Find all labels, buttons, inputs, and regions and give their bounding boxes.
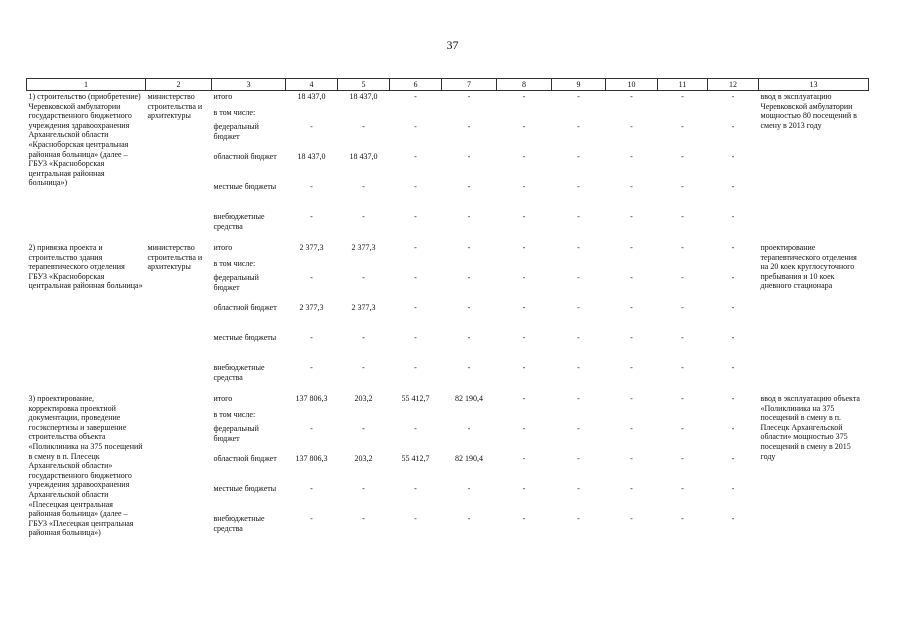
value-empty-8: - [522,122,526,131]
value-total: - [310,273,313,282]
value-empty-12: - [731,273,735,282]
value-empty-8: - [522,303,526,312]
value-empty-9: - [577,122,580,131]
value-total: - [310,122,313,131]
value-year-3: - [467,514,471,523]
header-cell-12: 12 [708,79,759,91]
header-cell-8: 8 [497,79,552,91]
value-empty-11: - [681,484,684,493]
value-empty-10: - [630,243,633,252]
funding-source [212,303,286,333]
value-year-1: - [362,122,365,131]
value-empty-10: - [630,273,633,282]
value-empty-9: - [577,454,580,463]
funding-source [212,212,286,242]
value-year-2: - [414,484,417,493]
funding-source-label: местные бюджеты [213,484,277,493]
value-year-3: - [467,92,471,101]
value-year-1: 2 377,3 [351,243,376,252]
funding-source [212,393,286,424]
value-year-1: - [362,424,365,433]
funding-source-label: внебюджетные средства [213,363,265,382]
page-number: 37 [446,38,459,52]
value-empty-12: - [731,484,735,493]
value-empty-8: - [522,273,526,282]
value-empty-10: - [630,363,633,372]
funding-source-label: федеральный бюджет [213,122,259,141]
funding-source-label: местные бюджеты [213,182,277,191]
value-empty-12: - [731,182,735,191]
funding-source [212,152,286,182]
funding-source [212,122,286,152]
executor: министерство строительства и архитектуры [147,92,203,121]
executor: министерство строительства и архитектуры [147,243,203,272]
value-empty-12: - [731,363,735,372]
value-year-1: - [362,182,365,191]
funding-source-label: внебюджетные средства [213,212,265,231]
header-cell-7: 7 [442,79,497,91]
value-empty-11: - [681,394,684,403]
value-total: 137 806,3 [295,454,328,463]
value-empty-11: - [681,152,684,161]
value-empty-12: - [731,333,735,342]
funding-source-label: внебюджетные средства [213,514,265,533]
value-year-2: - [414,182,417,191]
value-total: - [310,514,313,523]
table-row [27,393,869,424]
value-empty-11: - [681,303,684,312]
funding-source-label: местные бюджеты [213,333,277,342]
value-empty-9: - [577,394,580,403]
funding-source-label: федеральный бюджет [213,424,259,443]
value-empty-8: - [522,394,526,403]
value-year-2: - [414,514,417,523]
value-empty-9: - [577,273,580,282]
value-empty-8: - [522,424,526,433]
value-empty-11: - [681,454,684,463]
value-empty-9: - [577,484,580,493]
table-row [27,242,869,273]
funding-source-label: федеральный бюджет [213,273,259,292]
value-empty-12: - [731,394,735,403]
value-empty-8: - [522,152,526,161]
value-empty-9: - [577,363,580,372]
header-cell-5: 5 [338,79,390,91]
value-year-3: - [467,333,471,342]
value-year-1: 18 437,0 [349,92,378,101]
project-description: 3) проектирование, корректировка проектной документации, проведение госэкспертизы и завершение строительства объекта «Поликлиника на 375 посещений в смену в п. Плесецк Архангельской области» государственного бюджетного учреждения здравоохранения Архангельской области «Плесецкая центральная районная больница» (далее – ГБУЗ «Плесецкая центральная районная больница») [28,394,143,538]
value-empty-9: - [577,243,580,252]
value-empty-9: - [577,303,580,312]
value-empty-12: - [731,424,735,433]
value-empty-11: - [681,424,684,433]
value-year-3: 82 190,4 [455,454,483,463]
value-empty-12: - [731,212,735,221]
value-empty-11: - [681,273,684,282]
value-year-2: 55 412,7 [401,454,430,463]
value-empty-8: - [522,212,526,221]
value-year-1: - [362,212,365,221]
value-empty-10: - [630,152,633,161]
value-year-2: - [414,122,417,131]
value-empty-9: - [577,514,580,523]
value-empty-10: - [630,484,633,493]
funding-source [212,363,286,393]
funding-source-label: итого [213,92,233,101]
value-empty-11: - [681,92,684,101]
value-total: 18 437,0 [297,92,326,101]
value-total: - [310,333,313,342]
funding-source [212,454,286,484]
funding-source [212,182,286,212]
value-year-1: - [362,484,365,493]
funding-source-note: в том числе: [213,409,256,419]
value-year-3: - [467,363,471,372]
value-year-3: - [467,122,471,131]
value-empty-8: - [522,243,526,252]
value-year-1: - [362,273,365,282]
value-total: - [310,212,313,221]
header-cell-2: 2 [146,79,212,91]
funding-source [212,333,286,363]
header-cell-9: 9 [552,79,606,91]
value-empty-9: - [577,333,580,342]
funding-source [212,424,286,454]
value-empty-10: - [630,92,633,101]
value-empty-9: - [577,212,580,221]
value-empty-12: - [731,122,735,131]
value-empty-8: - [522,484,526,493]
value-empty-11: - [681,212,684,221]
value-year-2: - [414,243,417,252]
value-empty-10: - [630,212,633,221]
project-description: 1) строительство (приобретение) Черевковской амбулатории государственного бюджетного учреждения здравоохранения Архангельской области «Красноборская центральная районная больница» (далее – ГБУЗ «Красноборская центральная районная больница») [28,92,141,188]
value-year-1: - [362,363,365,372]
header-row [27,79,869,91]
value-empty-11: - [681,363,684,372]
value-year-3: - [467,303,471,312]
value-empty-12: - [731,454,735,463]
table-row [27,91,869,123]
value-total: - [310,363,313,372]
value-empty-8: - [522,454,526,463]
value-total: 137 806,3 [295,394,328,403]
funding-source-note: в том числе: [213,258,256,268]
value-empty-12: - [731,92,735,101]
header-cell-6: 6 [390,79,442,91]
value-year-2: 55 412,7 [401,394,430,403]
funding-source-label: итого [213,394,233,403]
header-cell-11: 11 [658,79,708,91]
funding-source [212,514,286,544]
value-empty-11: - [681,122,684,131]
value-empty-10: - [630,122,633,131]
funding-source [212,484,286,514]
value-year-2: - [414,303,417,312]
value-total: 2 377,3 [299,303,324,312]
value-empty-9: - [577,92,580,101]
value-empty-10: - [630,182,633,191]
value-total: 18 437,0 [297,152,326,161]
funding-source-label: итого [213,243,233,252]
value-year-1: - [362,333,365,342]
value-total: - [310,182,313,191]
value-year-3: - [467,273,471,282]
value-empty-8: - [522,514,526,523]
funding-source [212,273,286,303]
value-empty-12: - [731,514,735,523]
value-year-1: 203,2 [354,454,373,463]
expected-result: ввод в эксплуатацию объекта «Поликлиника на 375 посещений в смену в п. Плесецк Архангельской области» мощностью 375 посещений в смену в 2015 году [760,394,860,461]
value-year-2: - [414,424,417,433]
value-empty-10: - [630,424,633,433]
value-year-1: 2 377,3 [351,303,376,312]
value-empty-11: - [681,182,684,191]
header-cell-13: 13 [759,79,869,91]
value-total: - [310,424,313,433]
value-empty-12: - [731,243,735,252]
funding-source-note: в том числе: [213,107,256,117]
table-body [27,91,869,545]
header-cell-4: 4 [286,79,338,91]
value-empty-8: - [522,333,526,342]
value-empty-10: - [630,303,633,312]
value-empty-12: - [731,152,735,161]
funding-source-label: областной бюджет [213,303,277,312]
value-year-2: - [414,333,417,342]
value-year-1: - [362,514,365,523]
executor [146,393,212,544]
value-year-3: - [467,424,471,433]
value-year-1: 18 437,0 [349,152,378,161]
value-empty-10: - [630,454,633,463]
value-year-2: - [414,273,417,282]
funding-source [212,91,286,123]
header-cell-1: 1 [27,79,146,91]
value-empty-11: - [681,514,684,523]
value-year-2: - [414,363,417,372]
funding-source-label: областной бюджет [213,454,277,463]
value-year-1: 203,2 [354,394,373,403]
value-total: - [310,484,313,493]
value-empty-10: - [630,514,633,523]
value-empty-8: - [522,363,526,372]
value-year-3: 82 190,4 [455,394,483,403]
funding-source-label: областной бюджет [213,152,277,161]
header-cell-3: 3 [212,79,286,91]
value-year-2: - [414,152,417,161]
value-year-3: - [467,243,471,252]
value-empty-8: - [522,182,526,191]
project-description: 2) привязка проекта и строительство здания терапевтического отделения ГБУЗ «Красноборская центральная районная больница» [28,243,143,291]
value-empty-12: - [731,303,735,312]
value-empty-9: - [577,152,580,161]
expected-result: ввод в эксплуатацию Черевковской амбулатории мощностью 80 посещений в смену в 2013 году [760,92,857,130]
value-empty-8: - [522,92,526,101]
value-empty-11: - [681,243,684,252]
value-year-2: - [414,92,417,101]
value-year-3: - [467,152,471,161]
value-total: 2 377,3 [299,243,324,252]
value-empty-11: - [681,333,684,342]
value-empty-9: - [577,424,580,433]
value-year-2: - [414,212,417,221]
value-empty-9: - [577,182,580,191]
value-empty-10: - [630,333,633,342]
value-year-3: - [467,182,471,191]
value-year-3: - [467,212,471,221]
funding-source [212,242,286,273]
expected-result: проектирование терапевтического отделения на 20 коек круглосуточного пребывания и 10 коек дневного стационара [760,243,857,291]
header-cell-10: 10 [606,79,658,91]
value-empty-10: - [630,394,633,403]
value-year-3: - [467,484,471,493]
budget-table [26,78,869,544]
